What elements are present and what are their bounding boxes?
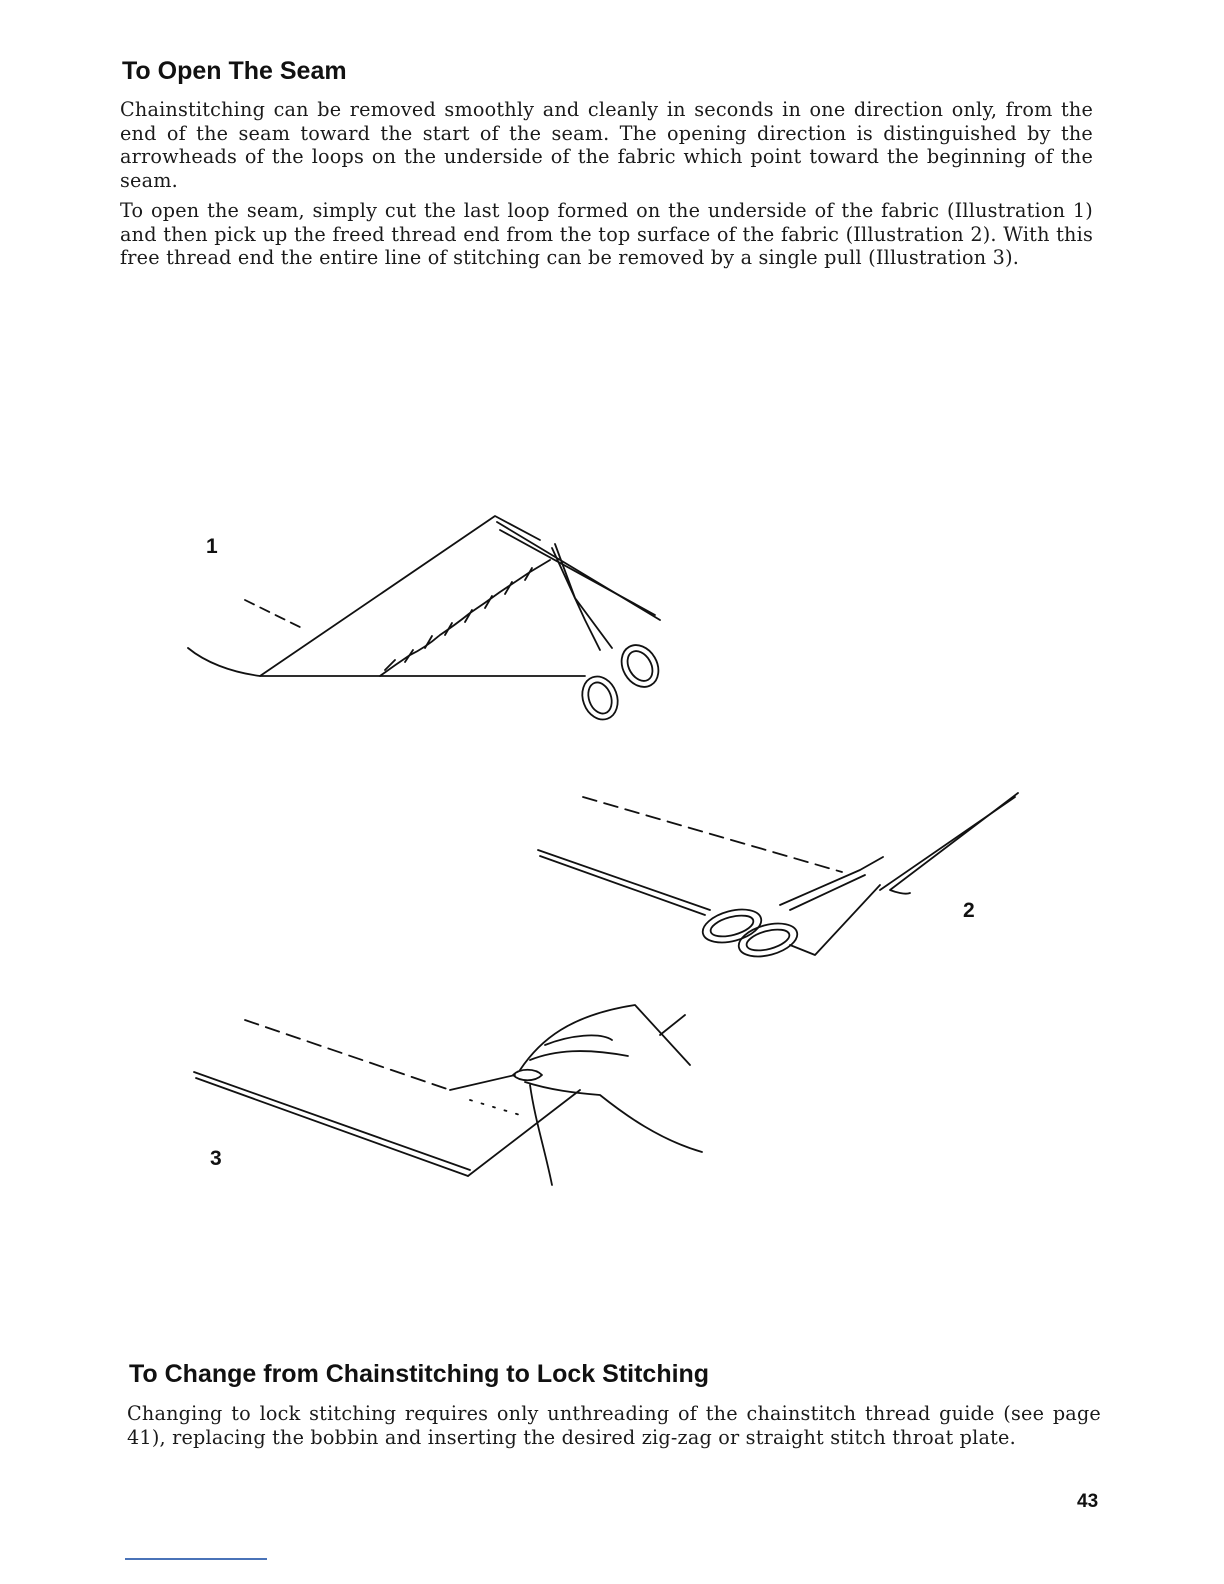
scissors-blade-2b	[790, 875, 865, 910]
paragraph-change-stitching: Changing to lock stitching requires only unthreading of the chainstitch thread guide (see page 41), replacing the bobbin and inserting the desired zig-zag or straight stitch throat plate.	[127, 1402, 1101, 1449]
illustration-label-1: 1	[206, 535, 218, 558]
dotted-thread	[470, 1100, 520, 1115]
fabric-fold-3	[468, 1090, 580, 1176]
fabric-edge-3b	[196, 1078, 468, 1176]
scissors-blade-2	[555, 544, 612, 648]
hand-fingers	[530, 1035, 628, 1060]
fabric-edge-2a	[538, 850, 710, 910]
paragraph-opening-direction: Chainstitching can be removed smoothly and cleanly in seconds in one direction only, from the end of the seam toward the start of the seam. The opening direction is distinguished by the arrowheads of the loops on the underside of the fabric which point toward the beginning of the seam.	[120, 98, 1093, 192]
scissors-cutting-loop-icon	[188, 516, 666, 724]
scissors2-handle-2	[735, 918, 801, 963]
thread-line-2b	[880, 797, 1015, 890]
fabric-fold-outline	[188, 516, 540, 676]
scissors-picking-thread-icon	[538, 793, 1018, 962]
dashed-seam-line	[245, 600, 306, 630]
section-heading-change-stitching: To Change from Chainstitching to Lock Stitching	[129, 1360, 710, 1388]
pulled-thread	[450, 1075, 515, 1090]
hand-outline	[520, 1005, 702, 1152]
paragraph-open-procedure: To open the seam, simply cut the last loop formed on the underside of the fabric (Illustration 1) and then pick up the freed thread end from the top surface of the fabric (Illustration 2). With this free thread end the entire line of stitching can be removed by a single pull (Illustration 3).	[120, 199, 1093, 269]
illustration-label-2: 2	[963, 899, 975, 922]
chain-loops-2	[385, 568, 532, 670]
scissors-handle-1	[577, 672, 624, 725]
footer-rule	[125, 1558, 267, 1560]
thread-up	[660, 1015, 685, 1035]
hand-thumb	[513, 1070, 542, 1081]
dashed-seam-line-2	[583, 797, 842, 872]
illustration-label-3: 3	[210, 1147, 222, 1170]
hand-pulling-thread-icon	[194, 1005, 702, 1185]
fabric-edge-2b	[540, 856, 705, 915]
section-heading-open-seam: To Open The Seam	[122, 57, 347, 85]
page-number: 43	[1077, 1491, 1099, 1512]
scissors-handle-2	[614, 638, 665, 693]
dashed-seam-line-3	[245, 1020, 450, 1090]
thread-tail	[530, 1085, 552, 1185]
fabric-edge-3a	[194, 1072, 470, 1170]
